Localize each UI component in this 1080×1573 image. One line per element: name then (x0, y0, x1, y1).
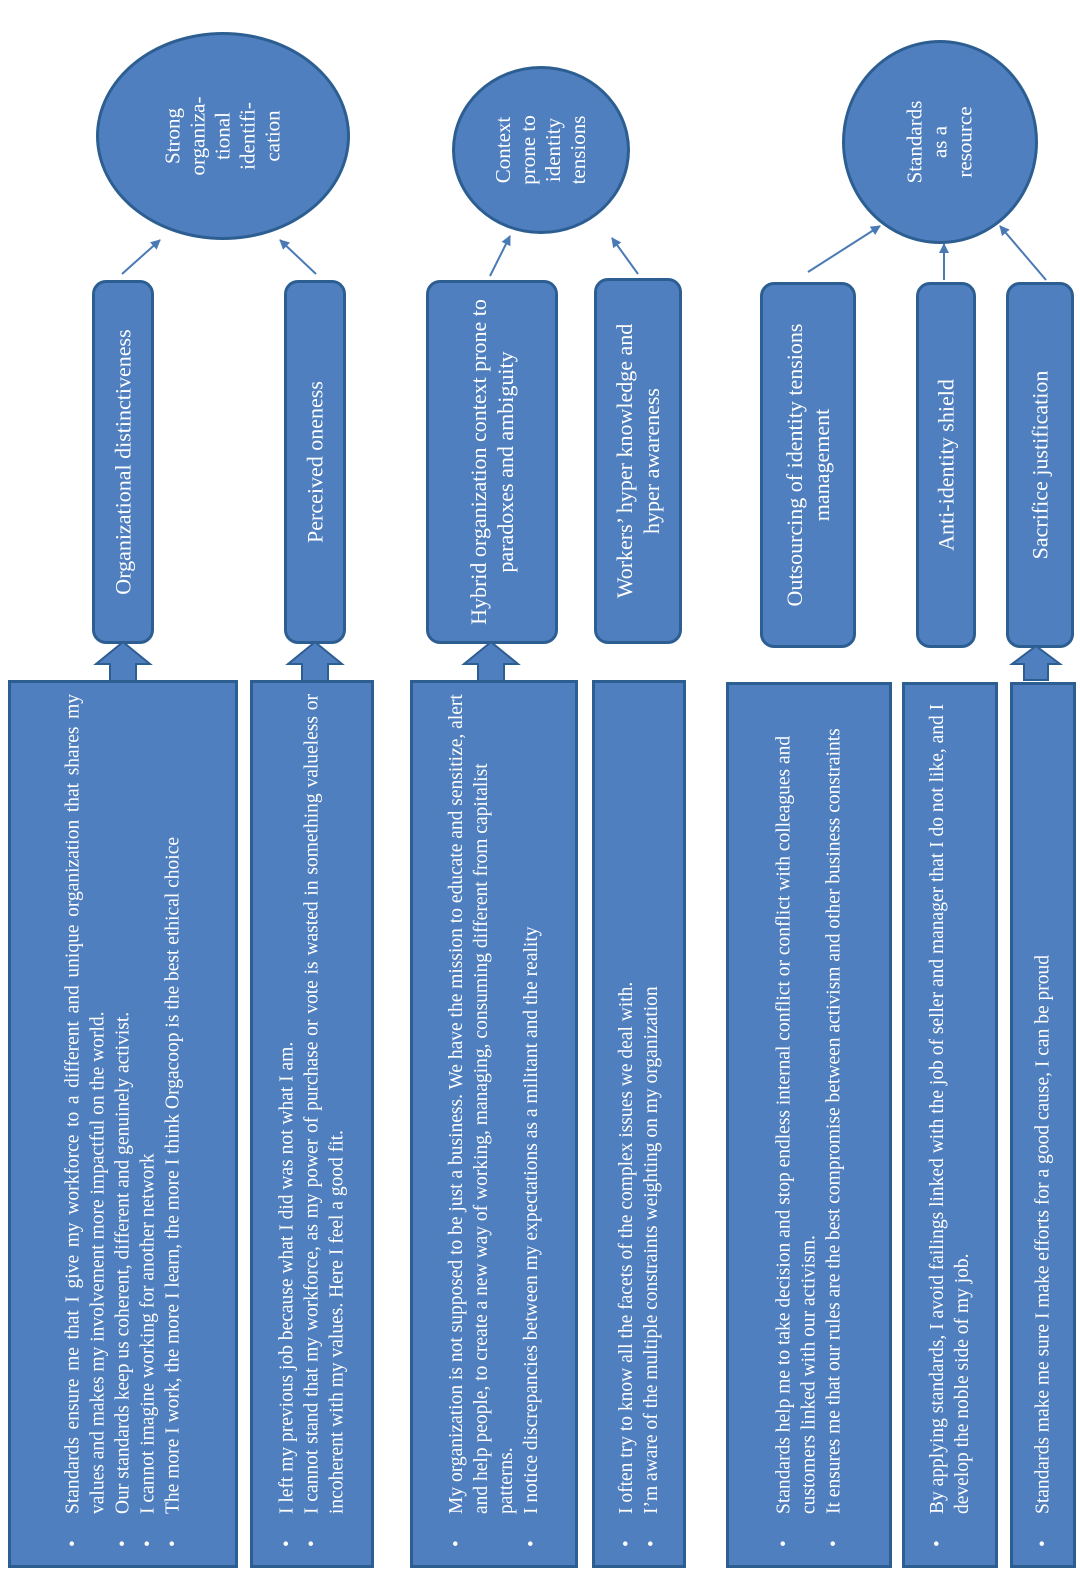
quote-list (1031, 696, 1056, 1554)
arrow-hybrid-to-context (490, 236, 510, 276)
label-text: Outsourcing of identity tensions management (782, 323, 834, 607)
arrow-sacrifice-to-resource (1000, 226, 1046, 280)
quote-item: • Standards ensure me that I give my workforce to a different and unique organization that shares my values and makes my involvement more impactful on the world. (61, 694, 111, 1514)
quote-item: • I cannot stand that my workforce, as my power of purchase or vote is wasted in something valueless or incoherent with my values. Here I feel a good fit. (300, 694, 350, 1514)
quote-content (1031, 696, 1056, 1554)
arrow-distinctiveness-to-identification (122, 240, 160, 274)
label-box-sacrifice-justification (1006, 282, 1074, 648)
quote-box-sacrifice-justification (1010, 682, 1076, 1568)
label-text: Organizational distinctiveness (110, 329, 136, 595)
connector-oneness (288, 642, 342, 682)
label-text: Perceived oneness (302, 381, 328, 543)
quote-item: • I notice discrepancies between my expectations as a militant and the reality (519, 694, 544, 1514)
quote-box-hybrid-organization-context (410, 680, 578, 1568)
quote-item: • It ensures me that our rules are the best compromise between activism and other business constraints (822, 696, 847, 1514)
label-box-workers-hyper-knowledge (594, 278, 682, 644)
quote-box-perceived-oneness (250, 680, 374, 1568)
quote-content (444, 694, 544, 1554)
quote-list (925, 696, 975, 1554)
label-text: Sacrifice justification (1027, 370, 1053, 560)
quote-box-organizational-distinctiveness (8, 680, 238, 1568)
quote-box-workers-hyper-knowledge (592, 680, 686, 1568)
quote-item: • Our standards keep us coherent, different and genuinely activist. (111, 694, 136, 1514)
label-box-organizational-distinctiveness (92, 280, 154, 644)
quote-item: • By applying standards, I avoid failings linked with the job of seller and manager that I do not like, and I develop the noble side of my job. (925, 696, 975, 1514)
connector-sacrifice (1012, 646, 1060, 680)
connector-hybrid (464, 642, 518, 682)
concept-circle-organizational-identification (96, 32, 350, 240)
quote-item: • The more I work, the more I learn, the more I think Orgacoop is the best ethical choice (161, 694, 186, 1514)
quote-item: • I cannot imagine working for another network (136, 694, 161, 1514)
quote-list (275, 694, 350, 1554)
label-box-hybrid-organization-context (426, 280, 558, 644)
circle-label: Context prone to identity tensions (491, 115, 590, 185)
label-text: Anti-identity shield (933, 379, 959, 551)
quote-content (275, 694, 350, 1554)
arrow-outsourcing-to-resource (808, 226, 880, 272)
quote-item: • My organization is not supposed to be just a business. We have the mission to educate and sensitize, alert and help people, to create a new way of working, managing, consuming different from capitalist patterns. (444, 694, 519, 1514)
quote-item: • Standards help me to take decision and stop endless internal conflict or conflict with colleagues and customers linked with our activism. (772, 696, 822, 1514)
label-box-perceived-oneness (284, 280, 346, 644)
quote-list (61, 694, 186, 1554)
quote-content (61, 694, 186, 1554)
quote-item: • Standards make me sure I make efforts for a good cause, I can be proud (1031, 696, 1056, 1514)
quote-list (444, 694, 544, 1554)
quote-list (772, 696, 847, 1554)
label-text: Workers’ hyper knowledge and hyper awareness (612, 323, 664, 599)
quote-item: • I left my previous job because what I did was not what I am. (275, 694, 300, 1514)
circle-label: Strong organiza- tional identifi- cation (160, 96, 285, 176)
quote-box-anti-identity-shield (902, 682, 998, 1568)
quote-item: • I’m aware of the multiple constraints weighting on my organization (639, 694, 664, 1514)
concept-circle-context-identity-tensions (452, 66, 630, 234)
quote-content (772, 696, 847, 1554)
arrow-workers-to-context (612, 238, 638, 274)
quote-content (614, 694, 664, 1554)
concept-circle-standards-resource (842, 40, 1038, 244)
label-text: Hybrid organization context prone to paradoxes and ambiguity (466, 299, 518, 625)
connector-distinctiveness (96, 642, 150, 682)
quote-item: • I often try to know all the facets of the complex issues we deal with. (614, 694, 639, 1514)
quote-list (614, 694, 664, 1554)
arrow-oneness-to-identification (280, 240, 316, 274)
circle-label: Standards as a resource (902, 100, 977, 184)
label-box-anti-identity-shield (916, 282, 976, 648)
quote-content (925, 696, 975, 1554)
label-box-outsourcing-tensions-management (760, 282, 856, 648)
quote-box-outsourcing-tensions-management (726, 682, 892, 1568)
